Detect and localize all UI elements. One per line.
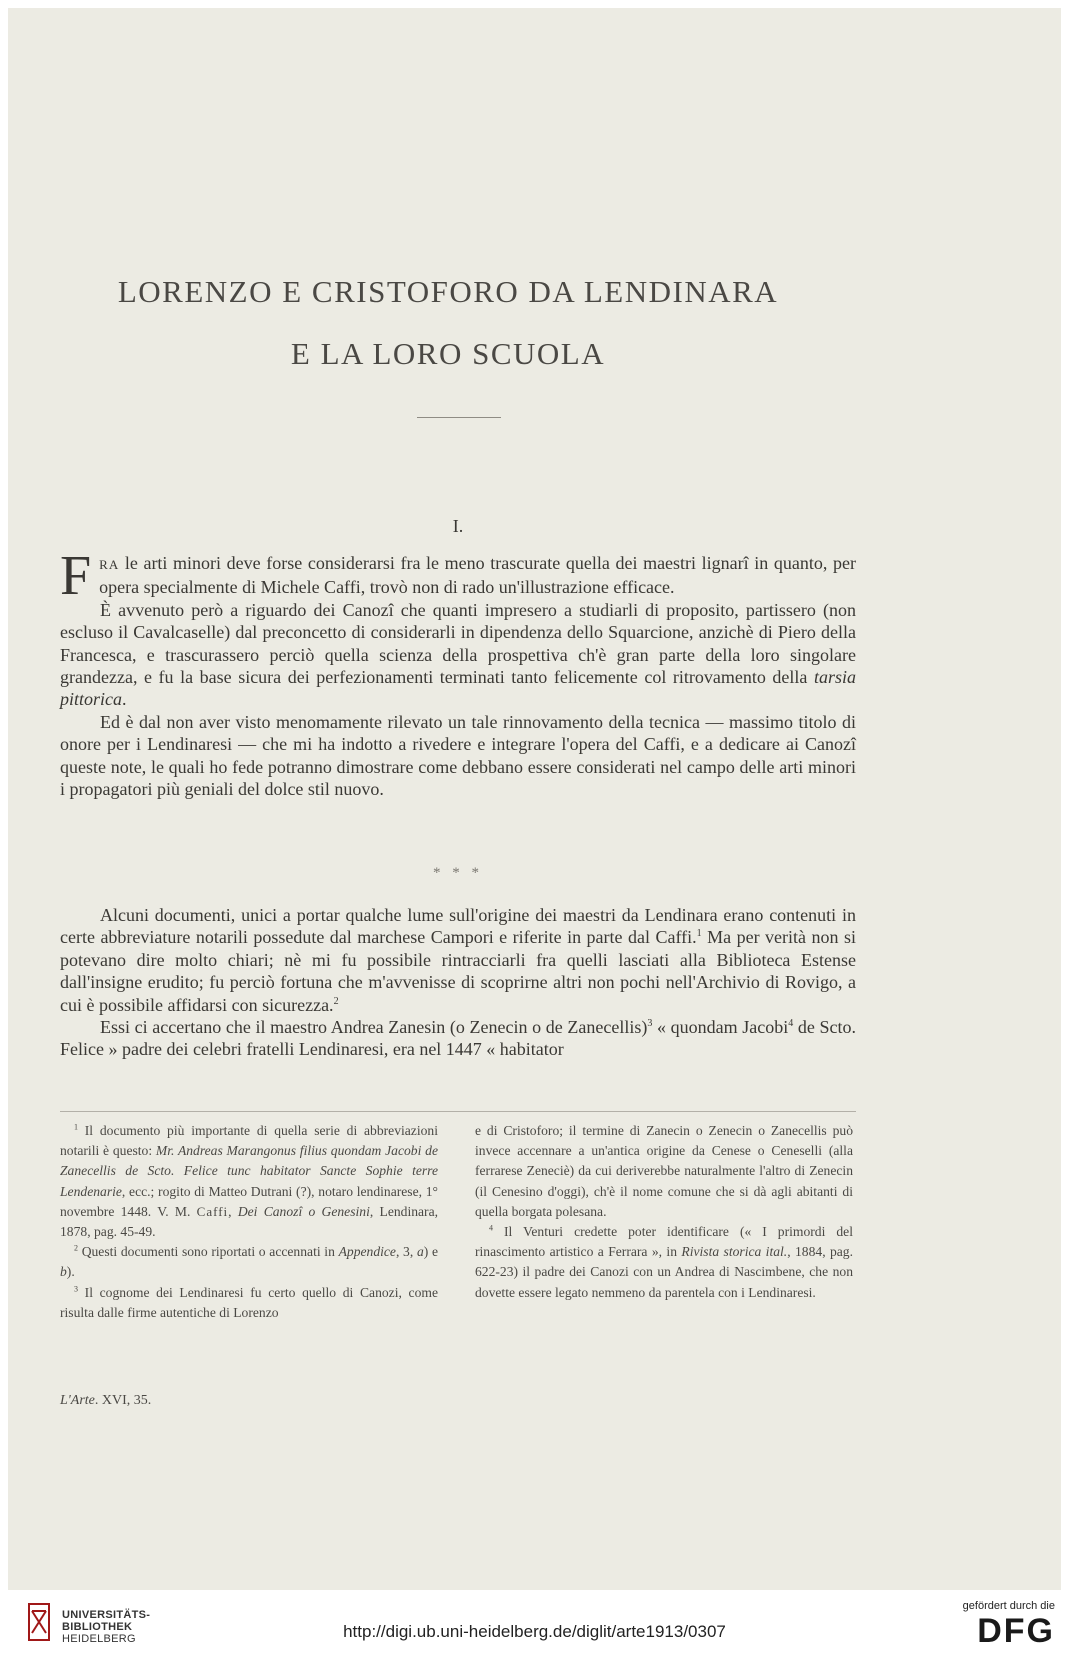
paragraph-2: È avvenuto però a riguardo dei Canozî che quanti impresero a studiarli di proposito, partissero (non escluso il Cavalcaselle) dal preconcetto di considerarli in dipendenza dello Squarcione, anzichè di Piero della Francesca, e trascurassero perciò quella scienza della prospettiva ch'è gran parte della loro singolare grandezza, e fu la base sicura dei perfezionamenti terminati tanto felicemente col ritrovamento della tarsia pittorica. xyxy=(60,599,856,710)
footnote-ref-1[interactable]: 1 xyxy=(696,928,702,940)
body-text-lower xyxy=(60,904,856,1061)
article-title-line1: LORENZO E CRISTOFORO DA LENDINARA xyxy=(117,274,779,309)
paragraph-1: FRA le arti minori deve forse considerarsi fra le meno trascurate quella dei maestri lignarî in quanto, per opera specialmente di Michele Caffi, trovò non di rado un'illustrazione efficace. xyxy=(60,545,856,607)
asterism-divider: * * * xyxy=(433,865,483,881)
footnote-ref-3[interactable]: 3 xyxy=(647,1018,653,1030)
footnote-ref-2[interactable]: 2 xyxy=(333,995,339,1007)
footnote-1: $^1$ Il documento più importante di quella serie di abbreviazioni notarili è questo: Mr. Andreas Marangonus filius quondam Jacobi de Zanecellis de Scto. Felice tunc habitator Sancte Sophie terre Lendenarie, ecc.; rogito di Matteo Dutrani (?), notaro lendinarese, 1° novembre 1448. V. M. Caffi, Dei Canozî o Genesini, Lendinara, 1878, pag. 45-49. xyxy=(60,1122,439,1240)
footnote-2: $^2$ Questi documenti sono riportati o accennati in Appendice, 3, a) e b). xyxy=(60,1243,439,1280)
dfg-logo-icon: DFG xyxy=(977,1612,1055,1650)
footnote-4: $^4$ Il Venturi credette poter identificare (« I primordi del rinascimento artistico a Ferrara », in Rivista storica ital., 1884, pag. 622-23) il padre dei Canozi con un Andrea di Nascimbene, che non dovette essere legato nemmeno da parentela con i Lendinaresi. xyxy=(475,1223,854,1300)
footnote-3: $^3$ Il cognome dei Lendinaresi fu certo quello di Canozi, come risulta dalle firme autentiche di Lorenzo xyxy=(60,1284,438,1320)
article-title-line2: E LA LORO SCUOLA xyxy=(290,336,606,371)
drop-cap: F xyxy=(60,545,92,607)
sponsor-block[interactable] xyxy=(963,1600,1055,1650)
institution-name[interactable]: UNIVERSITÄTS- BIBLIOTHEK HEIDELBERG xyxy=(62,1609,151,1645)
body-text-upper xyxy=(60,545,856,800)
sponsor-label: gefördert durch die xyxy=(962,1600,1055,1612)
title-divider xyxy=(417,417,501,418)
paragraph-5: Essi ci accertano che il maestro Andrea Zanesin (o Zenecin o de Zanecellis)$^3$ « quondam Jacobi$^4$ de Scto. Felice » padre dei celebri fratelli Lendinaresi, era nel 1447 « habitator xyxy=(60,1017,856,1060)
footnotes-right-column xyxy=(475,1121,853,1303)
paragraph-3: Ed è dal non aver visto menomamente rilevato un tale rinnovamento della tecnica — massimo titolo di onore per i Lendinaresi — che mi ha indotto a rivedere e integrare l'opera del Caffi, e a dedicare ai Canozî queste note, le quali ho fede potranno dimostrare come debbano essere considerati nel campo delle arti minori i propagatori più geniali del dolce stil nuovo. xyxy=(60,711,856,800)
footnote-3-continued: e di Cristoforo; il termine di Zanecin o Zenecin o Zanecellis può invece accennare a un'antica origine da Cenese o Ceneselli (alla ferrarese Zeneciè) da cui deriverebbe naturalmente l'altro di Zenecin (il Cenesino d'oggi), ch'è il nome comune che si dà agli abitanti di quella borgata polesana. xyxy=(475,1123,853,1219)
footnote-ref-4[interactable]: 4 xyxy=(788,1018,794,1030)
permalink-url[interactable]: http://digi.ub.uni-heidelberg.de/diglit/arte1913/0307 xyxy=(343,1622,726,1641)
footnote-divider xyxy=(60,1111,856,1112)
section-number: I. xyxy=(452,516,464,536)
scanned-page xyxy=(8,8,1061,1590)
page-footer: L'Arte. XVI, 35. xyxy=(60,1393,152,1408)
paragraph-4: Alcuni documenti, unici a portar qualche lume sull'origine dei maestri da Lendinara erano contenuti in certe abbreviature notarili possedute dal marchese Campori e riferite in parte dal Caffi.$^1$ Ma per verità non si potevano dire molto chiari; nè mi fu possibile rintracciarli fra quelli lasciati alla Biblioteca Estense dall'insigne erudito; fu perciò fortuna che m'avvenisse di scoprirne altri non pochi nell'Archivio di Rovigo, a cui è possibile affidarsi con sicurezza.$^2$ xyxy=(60,905,856,1015)
footnotes-left-column xyxy=(60,1121,438,1323)
